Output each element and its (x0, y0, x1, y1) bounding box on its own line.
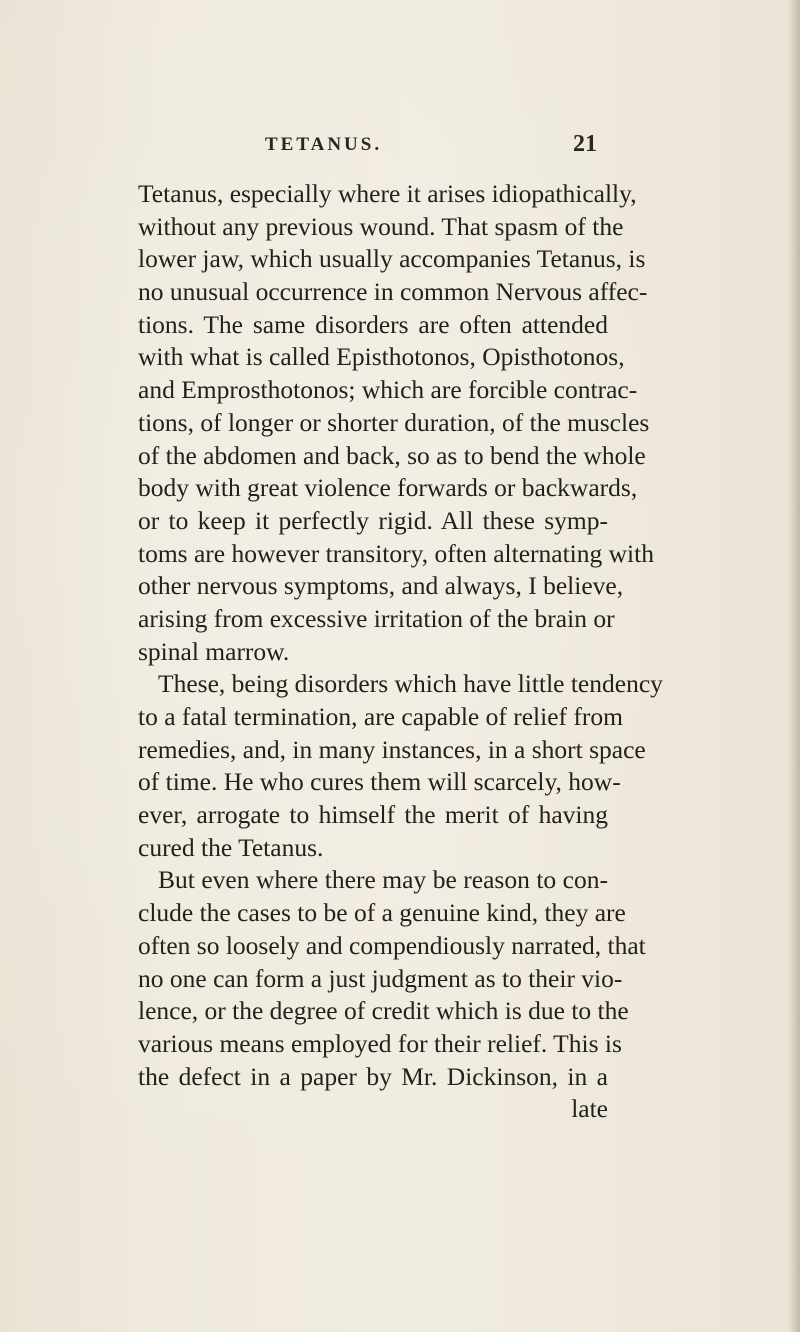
text-line: Tetanus, especially where it arises idiopathically, (138, 179, 637, 208)
text-line: of time. He who cures them will scarcely, how- (138, 767, 621, 797)
text-line: spinal marrow. (138, 636, 290, 666)
text-line: various means employed for their relief. This is (138, 1028, 622, 1058)
text-line: toms are however transitory, often alternating with (138, 538, 654, 568)
text-line: without any previous wound. That spasm of the (138, 211, 624, 241)
text-line: remedies, and, in many instances, in a short space (138, 734, 646, 764)
text-line: cured the Tetanus. (138, 832, 324, 862)
text-line: clude the cases to be of a genuine kind, they are (138, 898, 626, 928)
page-edge-shadow (788, 0, 800, 1332)
text-line: of the abdomen and back, so as to bend the whole (138, 440, 646, 470)
body-text (138, 178, 663, 1126)
text-line: ever, arrogate to himself the merit of having (138, 800, 608, 830)
text-line: tions, of longer or shorter duration, of the muscles (138, 407, 650, 437)
text-line: tions. The same disorders are often attended (138, 309, 608, 339)
text-line: But even where there may be reason to con- (158, 865, 608, 895)
catchword: late (571, 1094, 608, 1124)
text-line: no one can form a just judgment as to their vio- (138, 963, 623, 993)
text-line: or to keep it perfectly rigid. All these symp- (138, 505, 608, 535)
text-line: often so loosely and compendiously narrated, that (138, 930, 646, 960)
text-line: and Emprosthotonos; which are forcible contrac- (138, 375, 638, 405)
text-line: with what is called Episthotonos, Opisthotonos, (138, 342, 625, 372)
text-line: These, being disorders which have little tendency (158, 669, 663, 699)
text-line: arising from excessive irritation of the brain or (138, 603, 615, 633)
page-number: 21 (573, 131, 597, 157)
running-head (0, 131, 800, 164)
text-line: the defect in a paper by Mr. Dickinson, in a (138, 1061, 608, 1091)
text-line: lower jaw, which usually accompanies Tetanus, is (138, 244, 646, 274)
text-line: no unusual occurrence in common Nervous affec- (138, 277, 648, 307)
text-line: to a fatal termination, are capable of relief from (138, 702, 623, 731)
text-line: lence, or the degree of credit which is due to the (138, 996, 629, 1026)
running-title: TETANUS. (265, 134, 383, 155)
text-line: other nervous symptoms, and always, I believe, (138, 571, 624, 601)
text-line: body with great violence forwards or backwards, (138, 473, 638, 503)
